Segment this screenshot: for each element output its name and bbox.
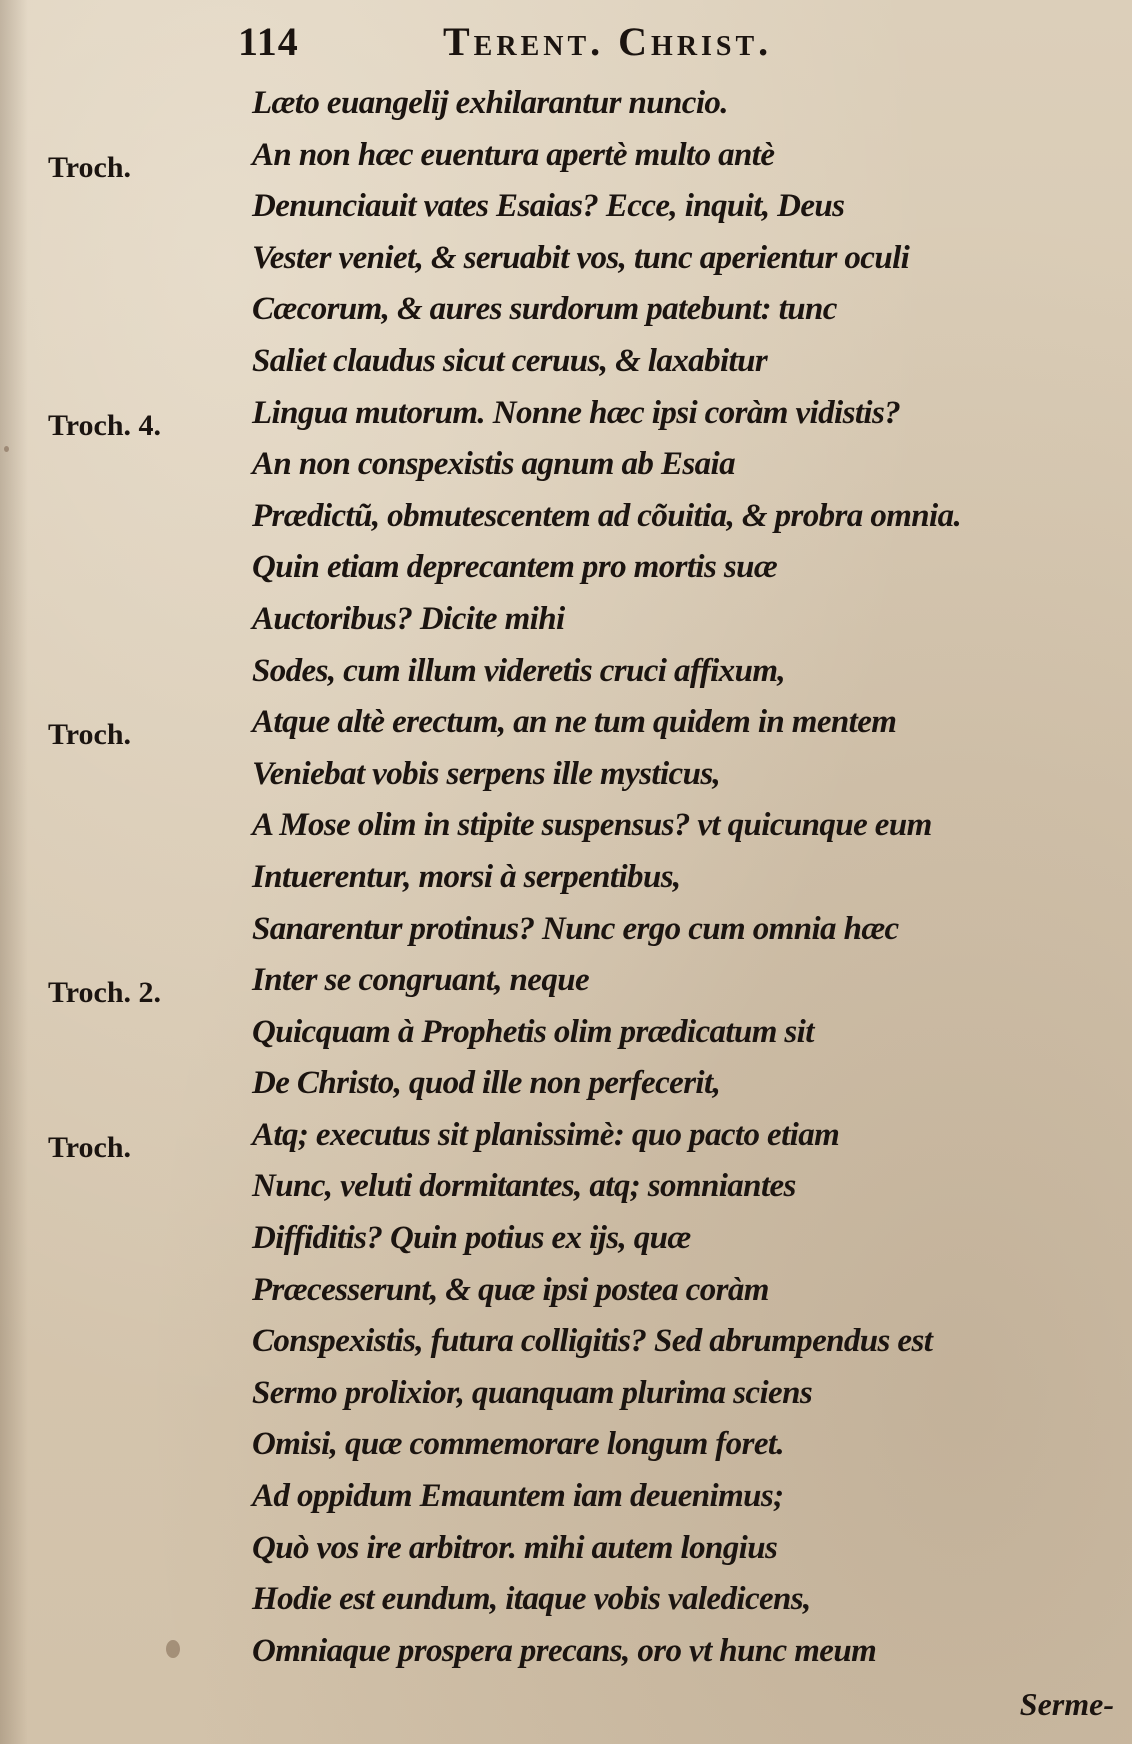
verse-text: A Mose olim in stipite suspensus? vt quicunque eum (252, 807, 932, 844)
verse-line (0, 1161, 1132, 1213)
verse-text: An non conspexistis agnum ab Esaia (252, 446, 735, 483)
verse-line (0, 336, 1132, 388)
verse-text: Quicquam à Prophetis olim prædicatum sit (252, 1013, 814, 1050)
running-head: Terent. Christ. (443, 19, 773, 64)
verse-line (0, 1419, 1132, 1471)
margin-note: Troch. (48, 718, 132, 752)
verse-line (0, 646, 1132, 698)
verse-line (0, 388, 1132, 440)
verse-text-block (0, 78, 1132, 1677)
margin-note: Troch. (48, 1130, 132, 1164)
verse-text: Diffiditis? Quin potius ex ijs, quæ (252, 1220, 691, 1257)
verse-text: Hodie est eundum, itaque vobis valedicens, (252, 1581, 811, 1618)
verse-text: De Christo, quod ille non perfecerit, (252, 1065, 721, 1102)
page-number: 114 (238, 19, 299, 64)
verse-text: Læto euangelij exhilarantur nuncio. (252, 85, 728, 121)
margin-note: Troch. 4. (48, 408, 162, 442)
verse-text: Conspexistis, futura colligitis? Sed abrumpendus est (252, 1323, 933, 1360)
verse-line (0, 233, 1132, 285)
verse-line (0, 1007, 1132, 1059)
verse-line (0, 904, 1132, 956)
verse-text: Veniebat vobis serpens ille mysticus, (252, 755, 721, 792)
verse-line (0, 1523, 1132, 1575)
verse-text: Intuerentur, morsi à serpentibus, (252, 858, 681, 895)
verse-line (0, 181, 1132, 233)
verse-text: Cæcorum, & aures surdorum patebunt: tunc (252, 291, 837, 328)
page-header (238, 18, 938, 74)
ink-speck (4, 446, 9, 452)
verse-line (0, 955, 1132, 1010)
verse-line (0, 78, 1132, 130)
verse-line (0, 284, 1132, 336)
verse-text: Quin etiam deprecantem pro mortis suæ (252, 549, 778, 586)
verse-text: Sodes, cum illum videretis cruci affixum, (252, 652, 786, 689)
verse-line (0, 491, 1132, 543)
verse-text: Omniaque prospera precans, oro vt hunc meum (252, 1632, 877, 1669)
verse-text: Atque altè erectum, an ne tum quidem in mentem (252, 704, 897, 741)
verse-line (0, 439, 1132, 491)
margin-note: Troch. (48, 150, 132, 184)
verse-text: Prædictũ, obmutescentem ad cõuitia, & probra omnia. (252, 497, 962, 534)
verse-line (0, 594, 1132, 646)
verse-text: Præcesserunt, & quæ ipsi postea coràm (252, 1271, 769, 1308)
verse-text: Atq; executus sit planissimè: quo pacto etiam (252, 1116, 840, 1153)
verse-line (0, 697, 1132, 752)
verse-text: Saliet claudus sicut ceruus, & laxabitur (252, 342, 768, 379)
verse-line (0, 130, 1132, 182)
ink-smudge (166, 1640, 180, 1658)
verse-text: Omisi, quæ commemorare longum foret. (252, 1426, 785, 1463)
verse-text: Auctoribus? Dicite mihi (252, 600, 565, 637)
verse-text: Sanarentur protinus? Nunc ergo cum omnia hæc (252, 910, 899, 947)
verse-text: Sermo prolixior, quanquam plurima sciens (252, 1374, 813, 1411)
verse-line (0, 1574, 1132, 1626)
verse-text: Nunc, veluti dormitantes, atq; somniantes (252, 1168, 796, 1205)
verse-text: Quò vos ire arbitror. mihi autem longius (252, 1529, 778, 1566)
verse-text: Denunciauit vates Esaias? Ecce, inquit, Deus (252, 188, 845, 225)
verse-text: Inter se congruant, neque (252, 962, 590, 999)
verse-line (0, 542, 1132, 594)
verse-line (0, 749, 1132, 801)
margin-note: Troch. 2. (48, 976, 162, 1010)
verse-line (0, 1058, 1132, 1110)
verse-line (0, 1471, 1132, 1523)
verse-line (0, 1316, 1132, 1368)
verse-text: Lingua mutorum. Nonne hæc ipsi coràm vidistis? (252, 394, 901, 431)
verse-line (0, 1110, 1132, 1162)
verse-text: Vester veniet, & seruabit vos, tunc aperientur oculi (252, 239, 910, 276)
verse-line (0, 1213, 1132, 1265)
catchword: Serme- (1019, 1686, 1114, 1722)
verse-line (0, 800, 1132, 852)
verse-line (0, 1368, 1132, 1420)
verse-line (0, 852, 1132, 904)
verse-text: Ad oppidum Emauntem iam deuenimus; (252, 1478, 784, 1515)
verse-text: An non hæc euentura apertè multo antè (252, 136, 775, 173)
verse-line (0, 1265, 1132, 1317)
